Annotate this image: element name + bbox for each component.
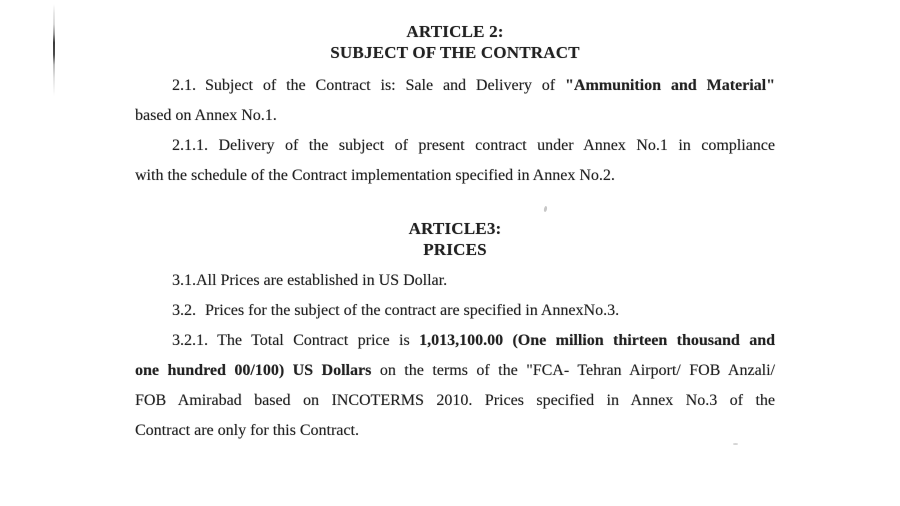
clause-2-1-number: 2.1. [172,77,196,94]
article-3-body [135,266,775,446]
clause-2-1-line-1 [135,71,775,101]
article-3-subtitle: PRICES [423,240,487,259]
clause-3-1-line-1: 3.1.All Prices are established in US Dollar. [172,272,448,289]
clause-3-2-number: 3.2. [172,302,196,319]
delivery-terms-text: on the terms of the "FCA- Tehran Airport/ FOB Anzali/ [371,362,776,379]
clause-2-1-1-line-2: with the schedule of the Contract implementation specified in Annex No.2. [135,167,615,184]
scan-artifact-vertical-line [53,4,55,96]
clause-3-2-1-line-1 [135,326,775,356]
article-2-heading [135,21,775,63]
article-2-subtitle: SUBJECT OF THE CONTRACT [330,43,580,62]
clause-2-1-1-line-1: 2.1.1. Delivery of the subject of present contract under Annex No.1 in compliance [172,137,775,154]
article-2-title: ARTICLE 2: [406,22,504,41]
clause-3-2-1-text: 3.2.1. The Total Contract price is [172,332,420,349]
clause-2-1-line-2: based on Annex No.1. [135,107,277,124]
contract-text-block [135,0,775,446]
clause-2-1-text: Subject of the Contract is: Sale and Delivery of [205,77,566,94]
total-price-bold-text: 1,013,100.00 (One million thirteen thousand and [419,332,775,349]
clause-3-2-1-line-3: FOB Amirabad based on INCOTERMS 2010. Prices specified in Annex No.3 of the [135,392,775,409]
clause-2-1-bold-text: "Ammunition and Material" [565,77,775,94]
article-3-title: ARTICLE3: [408,219,502,238]
article-2-body [135,71,775,191]
clause-3-2-1-line-2 [135,356,775,386]
clause-3-2-line-1 [135,296,775,326]
clause-3-2-1-line-4: Contract are only for this Contract. [135,422,359,439]
clause-3-2-text: Prices for the subject of the contract are specified in AnnexNo.3. [205,302,620,319]
article-3-heading [135,218,775,260]
price-words-bold-text: one hundred 00/100) US Dollars [135,362,372,379]
